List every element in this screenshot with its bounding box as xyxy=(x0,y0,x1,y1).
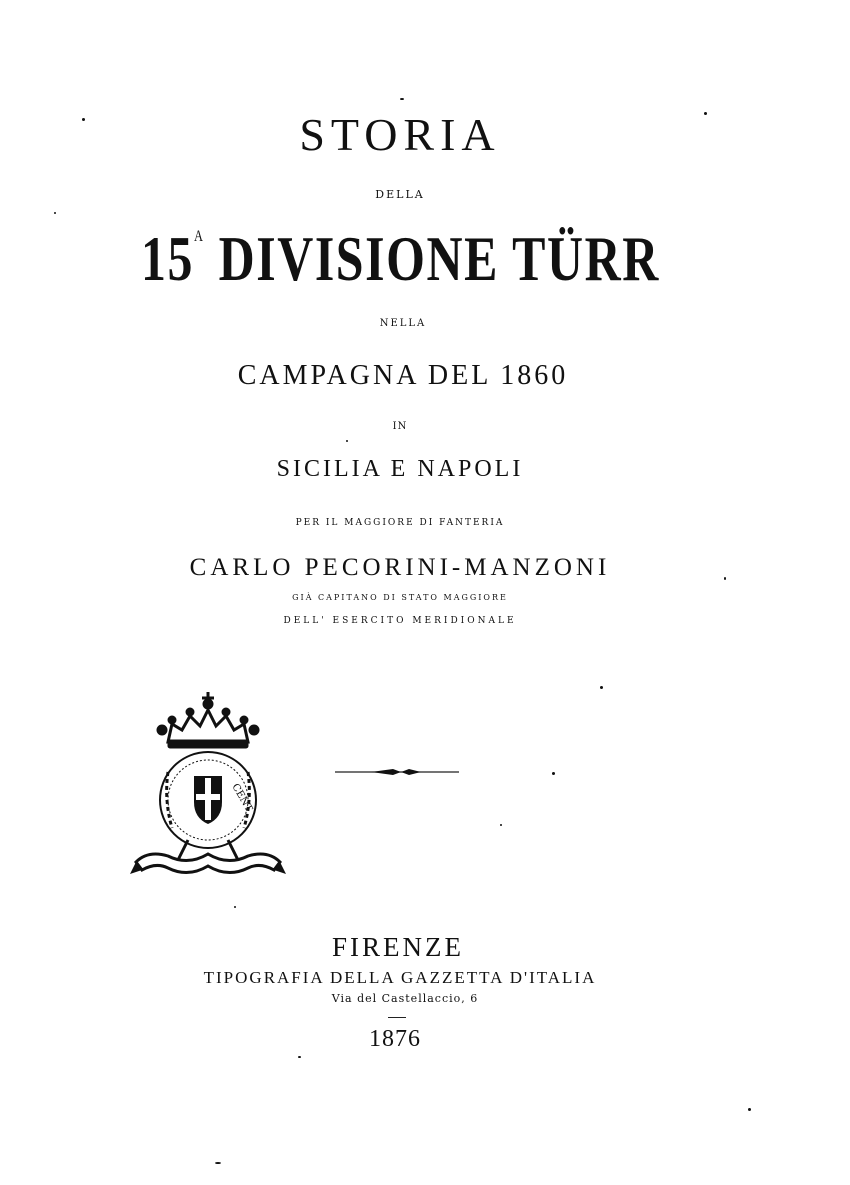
scan-speck xyxy=(600,686,603,689)
scan-speck xyxy=(500,824,502,826)
scan-speck xyxy=(82,118,85,121)
division-superscript: A xyxy=(193,228,205,245)
arrow-rule-icon xyxy=(335,766,459,778)
imprint-city: FIRENZE xyxy=(332,932,464,962)
campaign-heading: CAMPAGNA DEL 1860 xyxy=(237,360,569,391)
scan-speck xyxy=(298,1056,301,1058)
imprint-divider xyxy=(388,1017,406,1018)
scan-speck xyxy=(400,98,404,100)
scan-speck xyxy=(54,212,56,214)
imprint-year: 1876 xyxy=(369,1026,421,1052)
imprint-printer: TIPOGRAFIA DELLA GAZZETTA D'ITALIA xyxy=(203,968,597,987)
scan-speck xyxy=(234,906,236,908)
scan-speck xyxy=(346,440,348,442)
division-heading xyxy=(69,222,732,296)
scan-speck xyxy=(552,772,555,775)
places-heading: SICILIA E NAPOLI xyxy=(276,456,524,482)
scan-speck xyxy=(215,1162,221,1164)
seal-lettering: CENT xyxy=(229,782,255,814)
connector-in: IN xyxy=(392,421,408,432)
scan-speck xyxy=(748,1108,751,1111)
division-name: DIVISIONE TÜRR xyxy=(218,223,660,294)
connector-della: DELLA xyxy=(375,188,425,201)
royal-crest-icon xyxy=(128,690,288,890)
author-role: GIÀ CAPITANO DI STATO MAGGIORE xyxy=(292,593,508,602)
book-title: STORIA xyxy=(299,109,501,160)
author-army: DELL' ESERCITO MERIDIONALE xyxy=(283,616,517,626)
scan-speck xyxy=(704,112,707,115)
scan-speck xyxy=(724,577,726,580)
division-number: 15 xyxy=(140,223,194,294)
imprint-address: Via del Castellaccio, 6 xyxy=(331,992,479,1005)
author-name: CARLO PECORINI-MANZONI xyxy=(189,554,611,581)
connector-nella: NELLA xyxy=(379,318,427,329)
author-prefix: PER IL MAGGIORE DI FANTERIA xyxy=(295,518,505,528)
